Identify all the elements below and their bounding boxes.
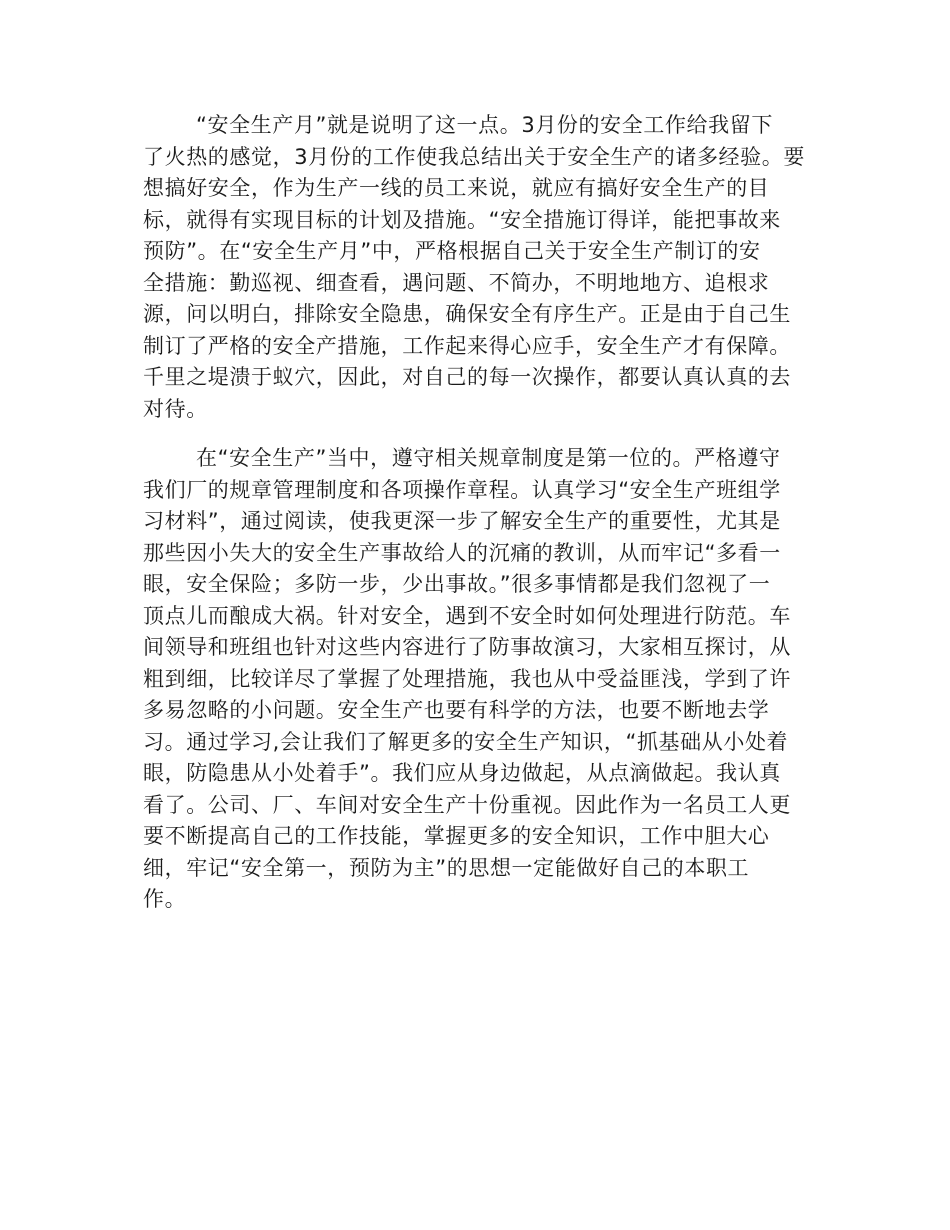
paragraph-line: 千里之堤溃于蚁穴，因此，对自己的每一次操作，都要认真认真的去 [143,365,791,389]
paragraph-line: 标，就得有实现目标的计划及措施。“安全措施订得详，能把事故来 [143,207,781,232]
paragraph-line: 习。通过学习,会让我们了解更多的安全生产知识，“抓基础从小处着 [143,729,789,754]
paragraph-line: 全措施：勤巡视、细查看，遇问题、不简办，不明地地方、追根求 [143,270,770,295]
paragraph-line: 间领导和班组也针对这些内容进行了防事故演习，大家相互探讨，从 [143,635,791,659]
paragraph-line: “安全生产月”就是说明了这一点。3月份的安全工作给我留下 [196,113,773,137]
paragraph-line: 看了。公司、厂、车间对安全生产十份重视。因此作为一名员工人更 [143,792,791,817]
paragraph-2 [143,443,813,916]
paragraph-line: 源，问以明白，排除安全隐患，确保安全有序生产。正是由于自己生 [143,302,791,326]
paragraph-line: 细，牢记“安全第一，预防为主”的思想一定能做好自己的本职工 [143,855,750,880]
paragraph-line: 眼，安全保险；多防一步，少出事故。”很多事情都是我们忽视了一 [143,572,771,596]
paragraph-line: 那些因小失大的安全生产事故给人的沉痛的教训，从而牢记“多看一 [143,540,781,565]
paragraph-line: 多易忽略的小问题。安全生产也要有科学的方法，也要不断地去学 [143,698,770,722]
paragraph-1 [143,110,813,425]
paragraph-line: 顶点儿而酿成大祸。针对安全，遇到不安全时如何处理进行防范。车 [143,603,791,628]
paragraph-line: 我们厂的规章管理制度和各项操作章程。认真学习“安全生产班组学 [143,477,781,502]
document-body [143,110,813,916]
paragraph-line: 了火热的感觉，3月份的工作使我总结出关于安全生产的诸多经验。要 [143,144,805,169]
paragraph-line: 眼，防隐患从小处着手”。我们应从身边做起，从点滴做起。我认真 [143,761,781,785]
paragraph-line: 想搞好安全，作为生产一线的员工来说，就应有搞好安全生产的目 [143,176,770,200]
paragraph-line: 预防”。在“安全生产月”中，严格根据自己关于安全生产制订的安 [143,239,761,263]
paragraph-line: 作。 [143,887,187,911]
paragraph-line: 制订了严格的安全产措施，工作起来得心应手，安全生产才有保障。 [143,333,791,358]
paragraph-line: 要不断提高自己的工作技能，掌握更多的安全知识，工作中胆大心 [143,824,770,848]
paragraph-line: 对待。 [143,396,208,421]
paragraph-line: 粗到细，比较详尽了掌握了处理措施，我也从中受益匪浅，学到了许 [143,666,791,691]
paragraph-line: 习材料”，通过阅读，使我更深一步了解安全生产的重要性，尤其是 [143,509,781,533]
paragraph-line: 在“安全生产”当中，遵守相关规章制度是第一位的。严格遵守 [196,446,781,470]
